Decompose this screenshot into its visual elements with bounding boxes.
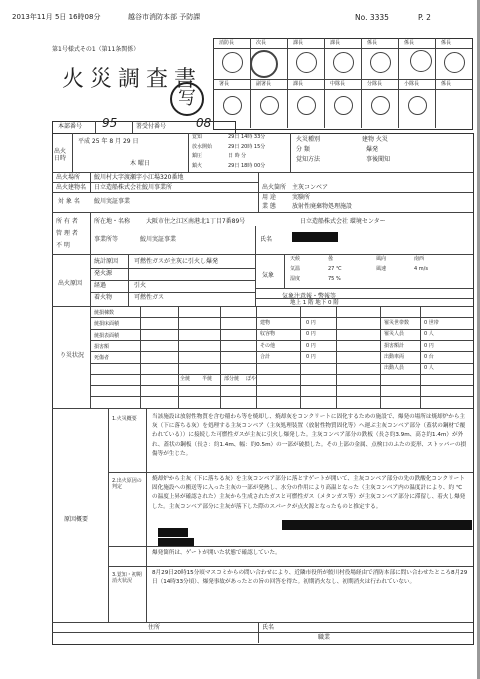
time-value: 29日 14時 33分 [228, 134, 266, 140]
rule [52, 192, 473, 193]
extra-row-value: 0 台 [424, 353, 434, 360]
rule [52, 182, 258, 183]
floors-label: 地上 1 階 地下 0 階 [290, 300, 339, 306]
rule [108, 546, 473, 547]
rule [258, 172, 259, 212]
section-number: 2.出火原因の判定 [112, 478, 142, 490]
weather-field-value: 75 % [328, 276, 341, 282]
time-label: 放水開始 [192, 143, 213, 150]
rule [52, 408, 473, 409]
alert-label: 気象注意報・警報等 [282, 293, 337, 300]
time-label: 覚知 [192, 134, 203, 140]
person-address-value: 大阪市住之江区南港北1丁目7番89号 [146, 218, 246, 225]
amount-row-value: 0 円 [306, 342, 316, 349]
section-text: 当該施設は放射性物質を含む稲わら等を焼却し、焼却灰をコンクリートに固化するための施設で、爆発の場所は焼却炉から主灰（下に落ちる灰）を処理する主灰コンベア（主灰処理装置（放射性物質固化等）へ運ぶ主灰コンベア部分（蓋状の鋼材で覆われている））に接続した可燃性ガスが主灰に引火し爆発した。主灰コンベア部分の鉄板（長さ約3.9m、高さ約1.4m）が外れ、蓋状の鋼板（長さ：約1.4m、幅：約0.5m）の一部が破損した。その上部の金属、点検口のふたの変形、ストッパーの損傷等が生じた。 [152, 414, 467, 457]
extra-row-value: 0 人 [424, 365, 434, 372]
amount-row-label: 収容物 [260, 331, 276, 338]
approval-title-top: 消防長 [219, 40, 235, 46]
office-no-label: 署受付番号 [136, 123, 167, 130]
place-label: 出火場所 [56, 174, 81, 181]
approval-title-top: 課長 [330, 40, 341, 46]
cause-row-label: 着火物 [94, 294, 113, 301]
outbreak-label: 出火日時 [54, 148, 67, 162]
seal-stamp [260, 96, 279, 115]
seal-stamp [222, 52, 243, 73]
location-value: 主灰コンベア [292, 184, 329, 191]
rule [146, 408, 147, 622]
section-label: 原因概要 [64, 516, 89, 523]
rule [255, 226, 256, 254]
rule [284, 254, 285, 288]
rule [255, 288, 473, 289]
section-number: 1.火災概要 [112, 416, 137, 422]
rule [90, 172, 91, 192]
extra-row-value: 0 世帯 [424, 320, 439, 326]
damage-row-label: 死傷者 [94, 355, 110, 362]
weather-field-value: 南西 [414, 256, 425, 262]
time-value: 29日 20時 15分 [228, 143, 266, 150]
owner-value: 日立造船株式会社鮫川事業所 [94, 184, 173, 191]
seal-stamp [370, 52, 391, 73]
rule [398, 38, 399, 128]
weather-label: 気象 [262, 272, 275, 279]
rule [132, 121, 133, 133]
extra-row-label: 罹災世帯数 [384, 320, 410, 326]
rule [188, 133, 189, 173]
footer-address-label: 住所 [148, 624, 161, 631]
rule [250, 38, 251, 128]
seal-stamp [223, 96, 242, 115]
section-text: 8月29日20時15分頃マスコミからの問い合わせにより、近隣市役所が鮫川村役場経由で消防本部に問い合わせたところ8月29日（14時33分頃）、爆発事故があったとの旨の回答を得た。初期消火なし、初期消火は行われていない。 [152, 570, 468, 586]
rule [90, 292, 255, 293]
rule [95, 121, 96, 133]
fax-sender: 越谷市消防本部 予防課 [128, 13, 201, 21]
damage-row-label: 焼損床面積 [94, 321, 120, 328]
damage-row-label: 損害額 [94, 343, 110, 350]
damage-col-label: ぼや [246, 376, 257, 382]
damage-col-label: 全焼 [180, 376, 191, 382]
seal-stamp [296, 52, 317, 73]
rule [336, 306, 337, 408]
extra-row-label: 損害額計 [384, 342, 405, 349]
target-value: 鮫川実証事業 [94, 198, 131, 205]
approval-title-bottom: 小隊長 [404, 81, 420, 87]
time-value: 日 時 分 [228, 153, 247, 159]
rule [256, 306, 257, 408]
location-label: 出火箇所 [262, 184, 287, 191]
rule [324, 38, 325, 128]
damage-row-label: 焼損棟数 [94, 310, 115, 316]
approval-title-top: 課長 [293, 40, 304, 46]
cause-label: 出火原因 [58, 280, 83, 287]
rule [108, 472, 473, 473]
weather-field-label: 気温 [290, 266, 301, 272]
person-job-label: 事業所等 [94, 236, 119, 243]
rule [108, 408, 109, 622]
amount-row-label: 建物 [260, 320, 271, 326]
form-id: 第1号様式その1（第11条関係） [52, 46, 140, 53]
rule [140, 306, 141, 408]
fax-page: P. 2 [418, 13, 431, 22]
seal-stamp [371, 96, 390, 115]
time-label: 鎮圧 [192, 153, 203, 159]
weather-field-value: 4 m/s [414, 266, 428, 272]
rule [90, 212, 91, 254]
section-text: 爆発箇所は、ゲートが開いた状態で確認していた。 [152, 550, 281, 556]
structure-label: 業 態 [262, 203, 276, 210]
approval-title-bottom: 係長 [441, 81, 452, 87]
approval-title-top: 係長 [404, 40, 415, 46]
manager-kind-label: 管 理 者 [56, 230, 78, 237]
rule [90, 268, 255, 269]
usage-value: 実験所 [292, 194, 311, 201]
approval-line [213, 48, 472, 49]
seal-stamp [250, 50, 278, 78]
rule [128, 254, 129, 306]
amount-row-label: その他 [260, 342, 276, 349]
rule [435, 38, 436, 128]
person-name-label: 氏名 [260, 236, 273, 243]
seal-stamp [297, 96, 316, 115]
class-label: 分 類 [296, 146, 310, 153]
approval-line [213, 79, 472, 80]
rule [52, 306, 473, 307]
outbreak-date: 平成 25 年 8 月 29 日 [78, 138, 139, 145]
weather-field-label: 天候 [290, 256, 301, 262]
rule [90, 374, 473, 375]
detect-label: 覚知方法 [296, 156, 321, 163]
weather-field-label: 湿度 [290, 276, 301, 282]
cause-row-label: 発火源 [94, 270, 113, 277]
weather-field-label: 風速 [376, 266, 387, 272]
weather-field-value: 曇 [328, 256, 334, 262]
owner-kind-label: 所 有 者 [56, 218, 78, 225]
office-no-value: 08 [196, 116, 212, 130]
cause-row-label: 統計原因 [94, 258, 119, 265]
person-company: 日立造船株式会社 環境センター [300, 218, 386, 225]
main-no-label: 本部番号 [58, 123, 83, 130]
extra-row-value: 0 人 [424, 331, 434, 338]
rule [52, 172, 473, 173]
rule [90, 396, 473, 397]
rule [90, 351, 473, 352]
seal-stamp [444, 52, 465, 73]
rule [178, 306, 179, 408]
amount-row-label: 合計 [260, 353, 271, 360]
damage-label: り災状況 [60, 352, 85, 359]
rule [300, 306, 301, 408]
person-job-value: 鮫川実証事業 [140, 236, 177, 243]
redaction [292, 232, 338, 242]
seal-stamp [408, 96, 427, 115]
damage-col-label: 部分焼 [224, 376, 240, 382]
rule [255, 298, 473, 299]
rule [108, 566, 473, 567]
rule [90, 385, 473, 386]
rule [380, 306, 381, 408]
class-value: 爆発 [366, 146, 379, 153]
weather-field-label: 風向 [376, 256, 387, 262]
damage-row-label: 焼損表面積 [94, 332, 120, 339]
approval-title-bottom: 分隊長 [367, 81, 383, 87]
time-value: 29日 18時 00分 [228, 162, 266, 169]
rule [90, 340, 473, 341]
cause-row-value: 可燃性ガス [134, 294, 165, 301]
amount-row-value: 0 円 [306, 331, 316, 338]
document-title: 火災調査書 [62, 67, 203, 92]
approval-title-bottom: 課長 [293, 81, 304, 87]
target-label: 対 象 名 [58, 198, 80, 205]
rule [361, 38, 362, 128]
cause-row-value: 可燃性ガスが主灰に引火し爆発 [134, 258, 219, 265]
fax-number: No. 3335 [355, 13, 389, 22]
cause-row-label: 経過 [94, 282, 107, 289]
section-text: 焼却炉から主灰（下に落ちる灰）を主灰コンベア部分に落とすゲートが開いて、主灰コンベア部分の先の鉄酸化コンクリート固化施設への搬送等に入った主灰の一部が発熱し、水分の作用により高温となった（主灰コンベア内の温度計により、約 ℃ の温度上昇が確認された）主灰から生成されたガスと可燃性ガス（メタンガス等）が主灰コンベア部分に滞留し、着火し爆発した。主灰コンベア部分に主灰が落下した際のスパークが点火源となったものと推定する。 [152, 476, 466, 510]
fax-datetime: 2013年11月 5日 16時08分 [12, 13, 101, 21]
unknown-kind-label: 不 明 [56, 242, 70, 249]
structure-value: 放射性廃棄物処理施設 [292, 203, 353, 210]
seal-stamp [334, 96, 353, 115]
seal-stamp [410, 50, 432, 72]
rule [90, 306, 91, 408]
cause-row-value: 引火 [134, 282, 147, 289]
approval-title-bottom: 中隊長 [330, 81, 346, 87]
seal-stamp [333, 52, 354, 73]
fire-type-label: 火災種別 [296, 136, 321, 143]
approval-title-top: 係長 [367, 40, 378, 46]
rule [220, 306, 221, 408]
outbreak-weekday: 木 曜日 [130, 160, 150, 167]
time-label: 鎮火 [192, 162, 203, 169]
rule [52, 212, 473, 213]
damage-col-label: 半焼 [202, 376, 213, 382]
detect-value: 事後聞知 [366, 156, 391, 163]
extra-row-label: 罹災人員 [384, 331, 405, 338]
approval-line [213, 89, 472, 90]
rule [90, 363, 473, 364]
place-value: 鮫川村大字渡瀬字小江場320番地 [94, 174, 184, 181]
amount-row-value: 0 円 [306, 320, 316, 326]
extra-row-label: 出動車両 [384, 353, 405, 360]
copy-stamp [170, 82, 204, 116]
footer-name-label: 氏名 [262, 624, 275, 631]
weather-field-value: 27 ℃ [328, 266, 342, 272]
rule [420, 306, 421, 408]
amount-row-value: 0 円 [306, 353, 316, 360]
owner-label: 出火建物名 [56, 184, 87, 191]
approval-title-bottom: 署長 [219, 81, 230, 87]
rule [290, 133, 291, 173]
approval-title-top: 係長 [441, 40, 452, 46]
fire-type-value: 建物 火災 [362, 136, 388, 143]
section-number: 3.覚知・初期消火状況 [112, 572, 142, 584]
rule [287, 38, 288, 128]
rule [258, 622, 259, 643]
copy-stamp-char: 写 [178, 88, 196, 109]
rule [52, 632, 473, 633]
usage-label: 用 途 [262, 194, 276, 201]
rule [72, 133, 73, 173]
main-no-value: 95 [102, 116, 118, 130]
rule [52, 622, 473, 623]
extra-row-label: 出動人員 [384, 365, 405, 372]
rule [52, 254, 473, 255]
person-address-label: 所在地・名称 [94, 218, 131, 225]
footer-job-label: 職業 [318, 634, 331, 641]
approval-title-top: 次長 [256, 40, 267, 46]
approval-title-bottom: 副署長 [256, 81, 272, 87]
rule [90, 280, 255, 281]
extra-row-value: 0 円 [424, 342, 434, 349]
rule [90, 317, 473, 318]
rule [90, 329, 473, 330]
